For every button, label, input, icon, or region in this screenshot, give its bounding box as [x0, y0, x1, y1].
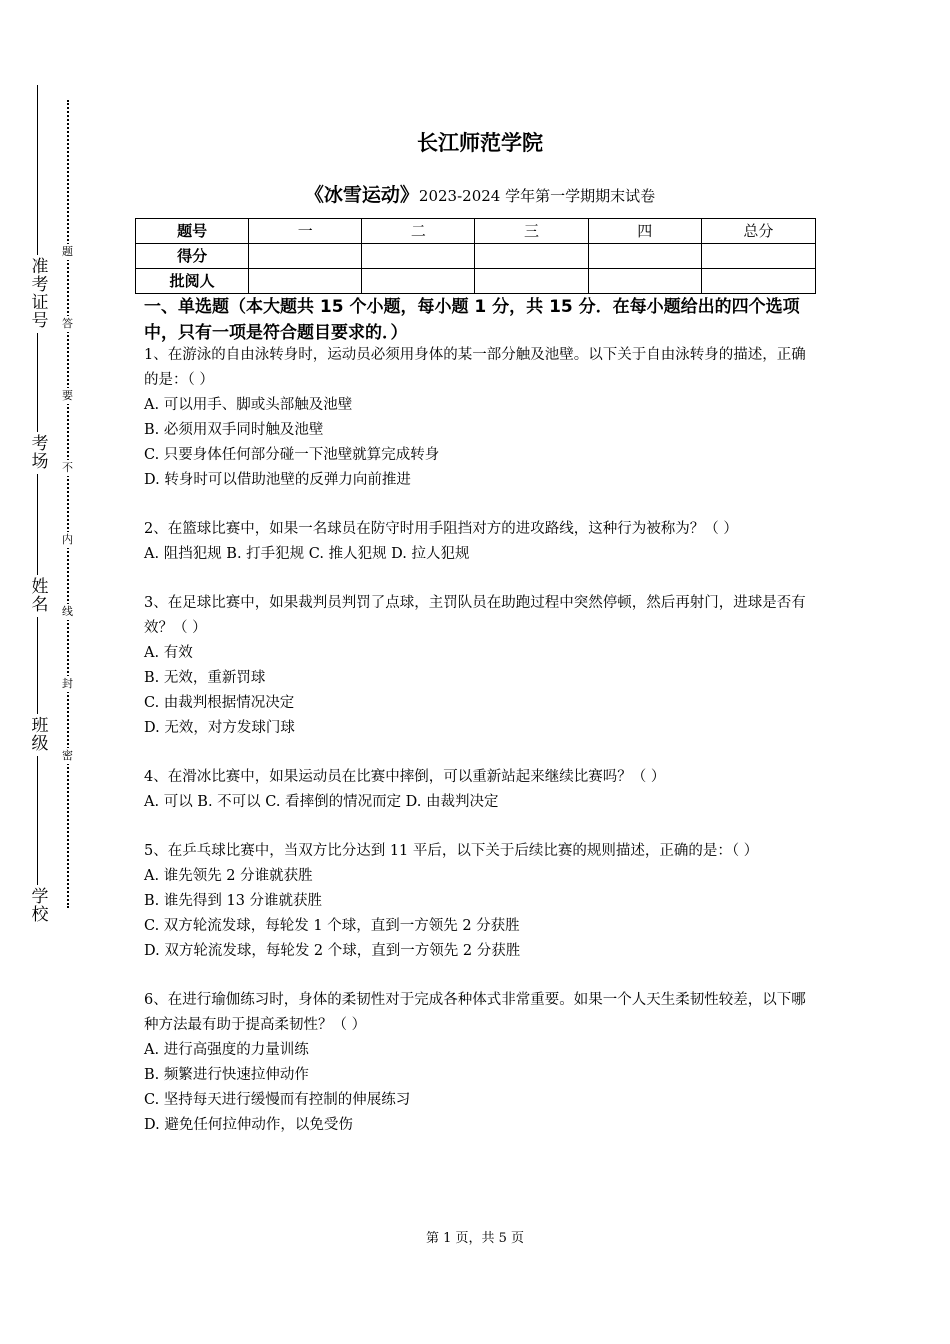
question-option: A. 进行高强度的力量训练 [144, 1042, 309, 1058]
score-cell [588, 244, 701, 269]
score-cell [701, 269, 815, 294]
question-option: C. 坚持每天进行缓慢而有控制的伸展练习 [144, 1092, 411, 1108]
reviewer-row-label: 批阅人 [136, 269, 249, 294]
question-option: A. 可以用手、脚或头部触及池壁 [144, 397, 353, 413]
question [144, 343, 816, 493]
seal-char: 答 [62, 317, 73, 330]
question-option: D. 转身时可以借助池壁的反弹力向前推进 [144, 472, 411, 488]
seal-char: 线 [62, 605, 73, 618]
exam-subtitle [144, 180, 816, 211]
score-cell [362, 244, 475, 269]
seal-char: 密 [62, 749, 73, 762]
score-cell [249, 244, 362, 269]
score-row-label: 得分 [136, 244, 249, 269]
binding-solid-line [37, 85, 38, 925]
question [144, 988, 816, 1138]
course-title: 《冰雪运动》 [304, 184, 419, 206]
question-option: D. 避免任何拉伸动作，以免受伤 [144, 1117, 353, 1133]
question [144, 839, 816, 964]
page-footer: 第 1 页，共 5 页 [425, 1231, 525, 1246]
question-stem: 3、在足球比赛中，如果裁判员判罚了点球，主罚队员在助跑过程中突然停顿，然后再射门，进球是否有效？（ ） [144, 595, 806, 636]
score-table-row [136, 244, 816, 269]
score-table-header-cell: 总分 [701, 219, 815, 244]
question-option: B. 必须用双手同时触及池壁 [144, 422, 324, 438]
score-table-header-cell: 题号 [136, 219, 249, 244]
binding-margin [0, 0, 110, 1344]
question-option: B. 频繁进行快速拉伸动作 [144, 1067, 309, 1083]
question [144, 591, 816, 741]
score-table-header-row [136, 219, 816, 244]
score-cell [701, 244, 815, 269]
question-stem: 4、在滑冰比赛中，如果运动员在比赛中摔倒，可以重新站起来继续比赛吗？（ ） [144, 769, 666, 785]
score-table-row [136, 269, 816, 294]
score-cell [475, 269, 588, 294]
question-option: A. 谁先领先 2 分谁就获胜 [144, 868, 313, 884]
score-table [135, 218, 816, 294]
name-label: 姓名 [31, 577, 49, 615]
question-option: C. 只要身体任何部分碰一下池壁就算完成转身 [144, 447, 440, 463]
question-stem: 1、在游泳的自由泳转身时，运动员必须用身体的某一部分触及池壁。以下关于自由泳转身的描述，正确的是：（ ） [144, 347, 806, 388]
question-option: C. 由裁判根据情况决定 [144, 695, 295, 711]
seal-char: 要 [62, 389, 73, 402]
section-title: 一、单选题（本大题共 15 个小题，每小题 1 分，共 15 分．在每小题给出的四个选项中，只有一项是符合题目要求的．） [144, 297, 800, 343]
question-option: A. 可以 B. 不可以 C. 看摔倒的情况而定 D. 由裁判决定 [144, 794, 499, 810]
score-cell [475, 244, 588, 269]
seal-char: 不 [62, 461, 73, 474]
exam-room-label: 考场 [31, 434, 49, 472]
question-option: B. 谁先得到 13 分谁就获胜 [144, 893, 323, 909]
question-stem: 6、在进行瑜伽练习时，身体的柔韧性对于完成各种体式非常重要。如果一个人天生柔韧性较差，以下哪种方法最有助于提高柔韧性？（ ） [144, 992, 806, 1033]
question-option: A. 有效 [144, 645, 193, 661]
question [144, 517, 816, 567]
score-table-header-cell: 一 [249, 219, 362, 244]
question-option: D. 双方轮流发球，每轮发 2 个球，直到一方领先 2 分获胜 [144, 943, 521, 959]
score-cell [249, 269, 362, 294]
school-label: 学校 [31, 887, 49, 925]
question [144, 765, 816, 815]
term-text: 2023-2024 学年第一学期期末试卷 [418, 187, 656, 205]
question-list [144, 343, 816, 1162]
class-label: 班级 [31, 716, 49, 754]
seal-char: 内 [62, 533, 73, 546]
question-option: D. 无效，对方发球门球 [144, 720, 295, 736]
score-table-header-cell: 四 [588, 219, 701, 244]
school-title: 长江师范学院 [417, 131, 543, 155]
seal-dotted-line [67, 100, 69, 908]
score-table-header-cell: 三 [475, 219, 588, 244]
score-cell [588, 269, 701, 294]
score-cell [362, 269, 475, 294]
question-stem: 2、在篮球比赛中，如果一名球员在防守时用手阻挡对方的进攻路线，这种行为被称为？（ ） [144, 521, 738, 537]
seal-char: 封 [62, 677, 73, 690]
score-table-header-cell: 二 [362, 219, 475, 244]
question-stem: 5、在乒乓球比赛中，当双方比分达到 11 平后，以下关于后续比赛的规则描述，正确的是：（ ） [144, 843, 759, 859]
question-option: B. 无效，重新罚球 [144, 670, 266, 686]
question-option: C. 双方轮流发球，每轮发 1 个球，直到一方领先 2 分获胜 [144, 918, 520, 934]
seal-char: 题 [62, 245, 73, 258]
question-option: A. 阻挡犯规 B. 打手犯规 C. 推人犯规 D. 拉人犯规 [144, 546, 470, 562]
exam-number-label: 准考证号 [31, 257, 49, 331]
